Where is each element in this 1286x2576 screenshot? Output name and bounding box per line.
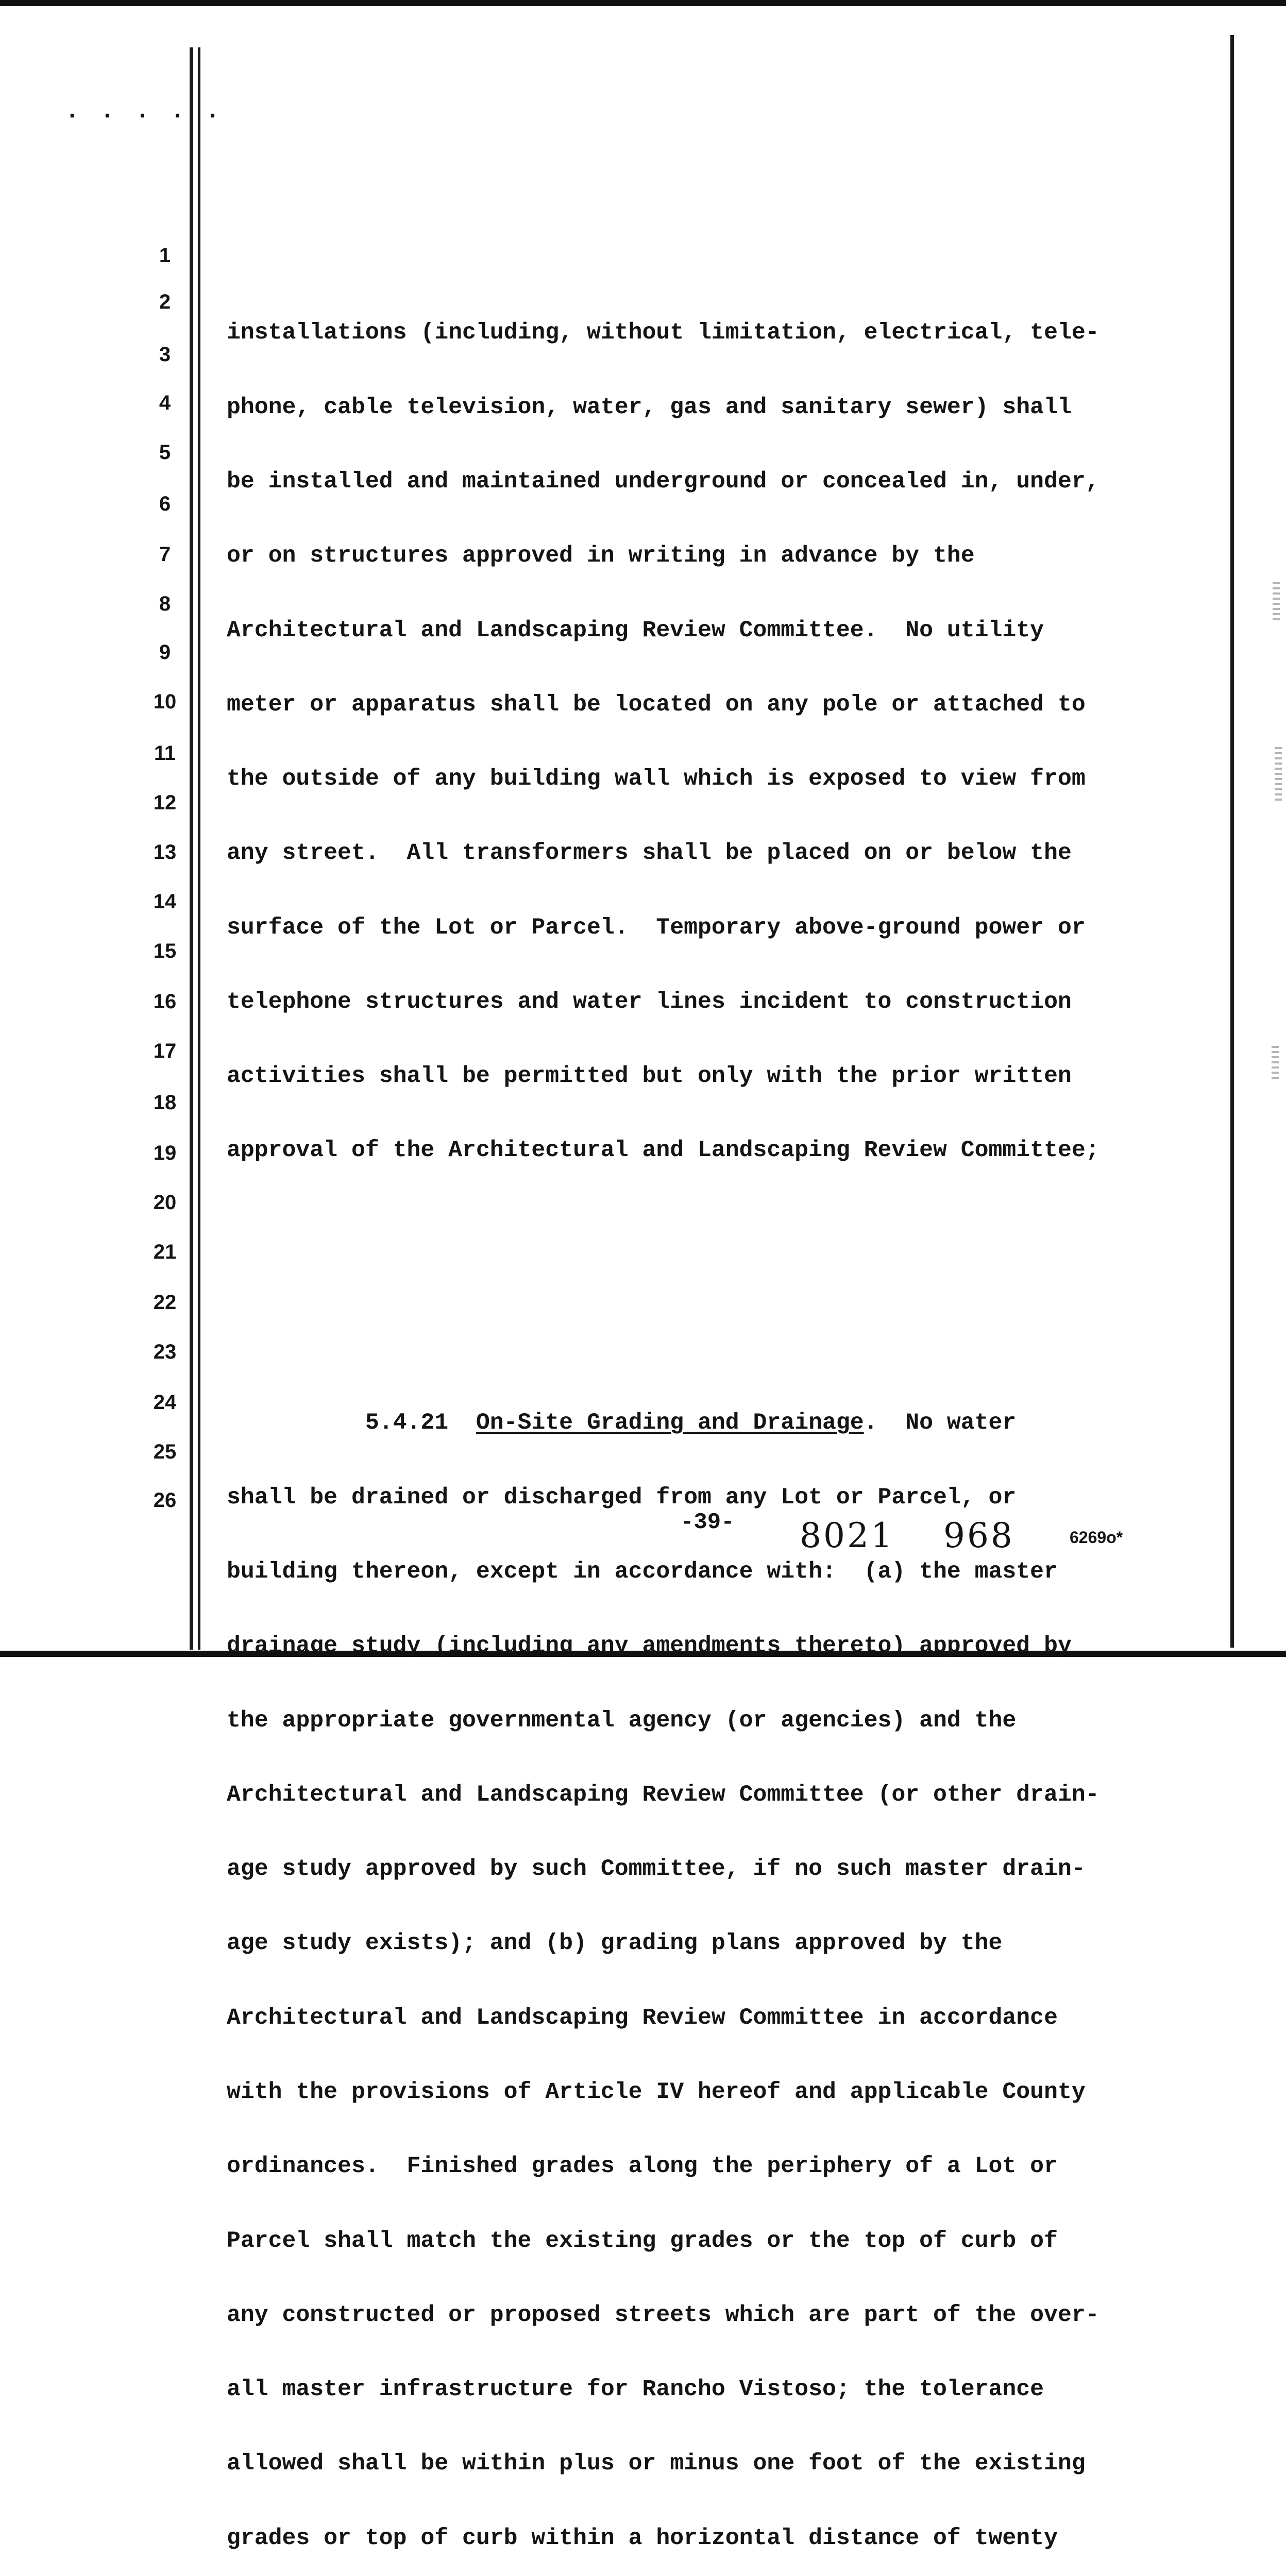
scan-noise <box>1273 582 1280 623</box>
scan-top-edge <box>0 0 1286 6</box>
document-code: 6269o* <box>1070 1528 1123 1547</box>
text-line: age study exists); and (b) grading plans approved by the <box>227 1930 1003 1957</box>
text-line: Architectural and Landscaping Review Committee. No utility <box>227 617 1044 643</box>
line-number: 21 <box>153 1241 177 1263</box>
text-line: building thereon, except in accordance with: (a) the master <box>227 1558 1058 1585</box>
left-margin-rule-inner <box>198 47 200 1650</box>
text-line: telephone structures and water lines incident to construction <box>227 989 1072 1015</box>
scan-noise <box>1272 1046 1279 1082</box>
line-number: 25 <box>153 1440 177 1463</box>
line-number: 20 <box>153 1191 177 1214</box>
text-line: phone, cable television, water, gas and sanitary sewer) shall <box>227 394 1072 420</box>
text-line: surface of the Lot or Parcel. Temporary above-ground power or <box>227 914 1086 941</box>
page-number: -39- <box>680 1510 735 1535</box>
text-line: any constructed or proposed streets which are part of the over- <box>227 2302 1099 2328</box>
text-line: Architectural and Landscaping Review Committee (or other drain- <box>227 1782 1099 1808</box>
line-number: 23 <box>153 1341 177 1363</box>
section-5-4-21 <box>227 1361 1195 2576</box>
line-number: 24 <box>153 1391 177 1414</box>
line-number: 7 <box>159 543 171 566</box>
margin-specks: . . . . . <box>66 99 224 123</box>
line-number: 14 <box>153 890 177 913</box>
stamp-left: 8021 <box>800 1516 894 1555</box>
text-line: any street. All transformers shall be placed on or below the <box>227 840 1072 867</box>
line-number: 18 <box>153 1091 177 1114</box>
text-line: or on structures approved in writing in advance by the <box>227 543 975 569</box>
text-line: Parcel shall match the existing grades or the top of curb of <box>227 2228 1058 2254</box>
text-line: meter or apparatus shall be located on any pole or attached to <box>227 691 1086 718</box>
line-number: 5 <box>159 441 171 464</box>
text-line: ordinances. Finished grades along the periphery of a Lot or <box>227 2154 1058 2180</box>
document-body <box>227 222 1195 2576</box>
stamp-right: 968 <box>943 1516 1014 1555</box>
right-margin-rule <box>1230 35 1234 1648</box>
left-margin-rule <box>190 47 193 1650</box>
text-line: the appropriate governmental agency (or agencies) and the <box>227 1707 1017 1734</box>
line-number: 26 <box>153 1489 177 1512</box>
section-number: 5.4.21 <box>365 1410 449 1436</box>
text-line: approval of the Architectural and Landscaping Review Committee; <box>227 1138 1099 1164</box>
text-line: activities shall be permitted but only with the prior written <box>227 1063 1072 1090</box>
section-first-line-rest: . No water <box>864 1410 1017 1436</box>
line-number: 6 <box>159 493 171 515</box>
text-line: Architectural and Landscaping Review Committee in accordance <box>227 2005 1058 2031</box>
section-first-line <box>227 1411 1195 1435</box>
line-number: 19 <box>153 1142 177 1164</box>
line-number: 2 <box>159 291 171 313</box>
text-line: be installed and maintained underground or concealed in, under, <box>227 468 1099 495</box>
text-line: installations (including, without limitation, electrical, tele- <box>227 320 1099 346</box>
text-line: shall be drained or discharged from any Lot or Parcel, or <box>227 1484 1017 1511</box>
line-number: 15 <box>153 940 177 962</box>
line-number: 22 <box>153 1291 177 1314</box>
scan-noise <box>1275 747 1282 804</box>
text-line: drainage study (including any amendments thereto) approved by <box>227 1633 1072 1659</box>
line-number: 9 <box>159 641 171 664</box>
line-number: 16 <box>153 990 177 1013</box>
recording-stamp <box>800 1516 1014 1555</box>
line-number: 8 <box>159 592 171 615</box>
paragraph-utility-installations <box>227 271 1195 1213</box>
line-number: 13 <box>153 841 177 863</box>
line-number: 4 <box>159 392 171 414</box>
line-number: 17 <box>153 1040 177 1062</box>
line-number: 1 <box>159 244 171 267</box>
line-number: 10 <box>153 690 177 713</box>
section-heading: On-Site Grading and Drainage <box>476 1410 864 1436</box>
text-line: age study approved by such Committee, if no such master drain- <box>227 1856 1086 1883</box>
text-line: allowed shall be within plus or minus one foot of the existing <box>227 2451 1086 2477</box>
line-number: 12 <box>153 791 177 814</box>
text-line: with the provisions of Article IV hereof and applicable County <box>227 2079 1086 2105</box>
line-number: 3 <box>159 343 171 366</box>
text-line: grades or top of curb within a horizontal distance of twenty <box>227 2525 1058 2551</box>
text-line: the outside of any building wall which is exposed to view from <box>227 766 1086 792</box>
text-line: all master infrastructure for Rancho Vistoso; the tolerance <box>227 2377 1044 2403</box>
line-number: 11 <box>154 742 176 765</box>
